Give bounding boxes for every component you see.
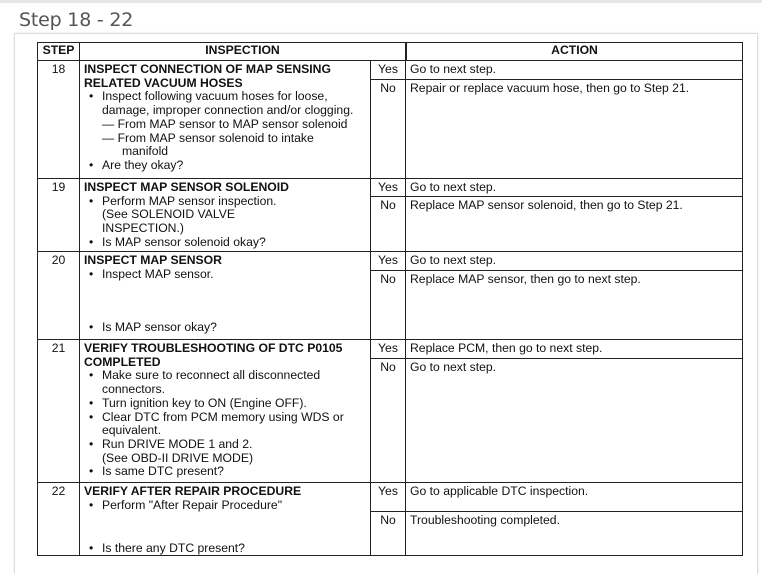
yes-label: Yes [371, 340, 406, 358]
yes-subrow [371, 61, 742, 79]
no-label: No [371, 359, 406, 482]
yes-subrow [371, 483, 742, 511]
yes-label: Yes [371, 252, 406, 270]
continuation-line: — From MAP sensor solenoid to intake [102, 130, 314, 145]
yes-label: Yes [371, 483, 406, 511]
bullet-item: • Is MAP sensor okay? [84, 321, 366, 335]
no-action: Troubleshooting completed. [410, 513, 560, 527]
step-number: 19 [38, 179, 80, 251]
page-title: Step 18 - 22 [19, 9, 134, 31]
step-number: 18 [38, 61, 80, 178]
bullet-item: • Inspect MAP sensor. [84, 268, 366, 282]
continuation-line: manifold [122, 144, 169, 159]
table-row [38, 482, 742, 555]
yes-action: Go to next step. [410, 180, 497, 194]
no-action: Replace MAP sensor, then go to next step. [410, 272, 641, 286]
inspection-heading: VERIFY AFTER REPAIR PROCEDURE [84, 484, 302, 498]
inspection-heading: INSPECT MAP SENSOR [84, 253, 222, 267]
no-subrow [371, 358, 742, 482]
bullet-item: • Are they okay? [84, 159, 366, 173]
continuation-line: equivalent. [102, 423, 161, 438]
bullet-item: • Is same DTC present? [84, 465, 366, 479]
inspection-cell [80, 340, 371, 482]
yes-action: Go to next step. [410, 62, 497, 76]
header-step: STEP [38, 43, 80, 60]
no-label: No [371, 197, 406, 251]
bullet-item: • Perform MAP sensor inspection. [84, 195, 366, 209]
yes-subrow [371, 340, 742, 358]
no-subrow [371, 196, 742, 251]
top-border [0, 0, 762, 3]
inspection-cell [80, 61, 371, 178]
bullet-item: • Inspect following vacuum hoses for loose, [84, 90, 366, 104]
yes-subrow [371, 252, 742, 270]
table-row [38, 339, 742, 482]
yes-action: Go to applicable DTC inspection. [410, 484, 589, 498]
bullet-item: • Run DRIVE MODE 1 and 2. [84, 438, 366, 452]
table-row [38, 60, 742, 178]
inspection-heading: COMPLETED [84, 354, 161, 369]
troubleshooting-table [37, 42, 743, 556]
inspection-cell [80, 252, 371, 339]
bullet-item: • Make sure to reconnect all disconnected [84, 369, 366, 383]
bullet-item: • Is there any DTC present? [84, 542, 366, 556]
bullet-item: • Turn ignition key to ON (Engine OFF). [84, 397, 366, 411]
yes-subrow [371, 179, 742, 196]
no-label: No [371, 80, 406, 178]
continuation-line: (See SOLENOID VALVE [102, 207, 235, 222]
yes-action: Replace PCM, then go to next step. [410, 341, 603, 355]
table-row [38, 178, 742, 251]
yes-label: Yes [371, 61, 406, 79]
continuation-line: — From MAP sensor to MAP sensor solenoid [102, 116, 348, 131]
yes-action: Go to next step. [410, 253, 497, 267]
no-action: Repair or replace vacuum hose, then go to Step 21. [410, 81, 690, 95]
no-action: Replace MAP sensor solenoid, then go to Step 21. [410, 198, 683, 212]
bullet-item: • Clear DTC from PCM memory using WDS or [84, 411, 366, 425]
table-row [38, 251, 742, 339]
no-label: No [371, 512, 406, 555]
inspection-heading: INSPECT CONNECTION OF MAP SENSING [84, 62, 331, 76]
step-number: 21 [38, 340, 80, 482]
spacer [84, 512, 366, 542]
no-subrow [371, 270, 742, 339]
spacer [84, 281, 366, 321]
step-number: 20 [38, 252, 80, 339]
table-header-row [38, 43, 742, 60]
inspection-cell [80, 179, 371, 251]
no-label: No [371, 271, 406, 339]
no-subrow [371, 511, 742, 555]
inspection-cell [80, 483, 371, 555]
inspection-heading: RELATED VACUUM HOSES [84, 75, 243, 90]
step-number: 22 [38, 483, 80, 555]
bullet-item: • Is MAP sensor solenoid okay? [84, 236, 366, 250]
inspection-heading: INSPECT MAP SENSOR SOLENOID [84, 180, 289, 194]
no-subrow [371, 79, 742, 178]
continuation-line: damage, improper connection and/or clogging. [102, 103, 354, 118]
no-action: Go to next step. [410, 360, 497, 374]
yes-label: Yes [371, 179, 406, 196]
continuation-line: INSPECTION.) [102, 221, 184, 236]
inspection-heading: VERIFY TROUBLESHOOTING OF DTC P0105 [84, 341, 343, 355]
bullet-item: • Perform "After Repair Procedure" [84, 499, 366, 513]
continuation-line: (See OBD-II DRIVE MODE) [102, 450, 254, 465]
continuation-line: connectors. [102, 382, 166, 397]
header-action: ACTION [406, 43, 742, 60]
header-inspection: INSPECTION [80, 43, 406, 60]
